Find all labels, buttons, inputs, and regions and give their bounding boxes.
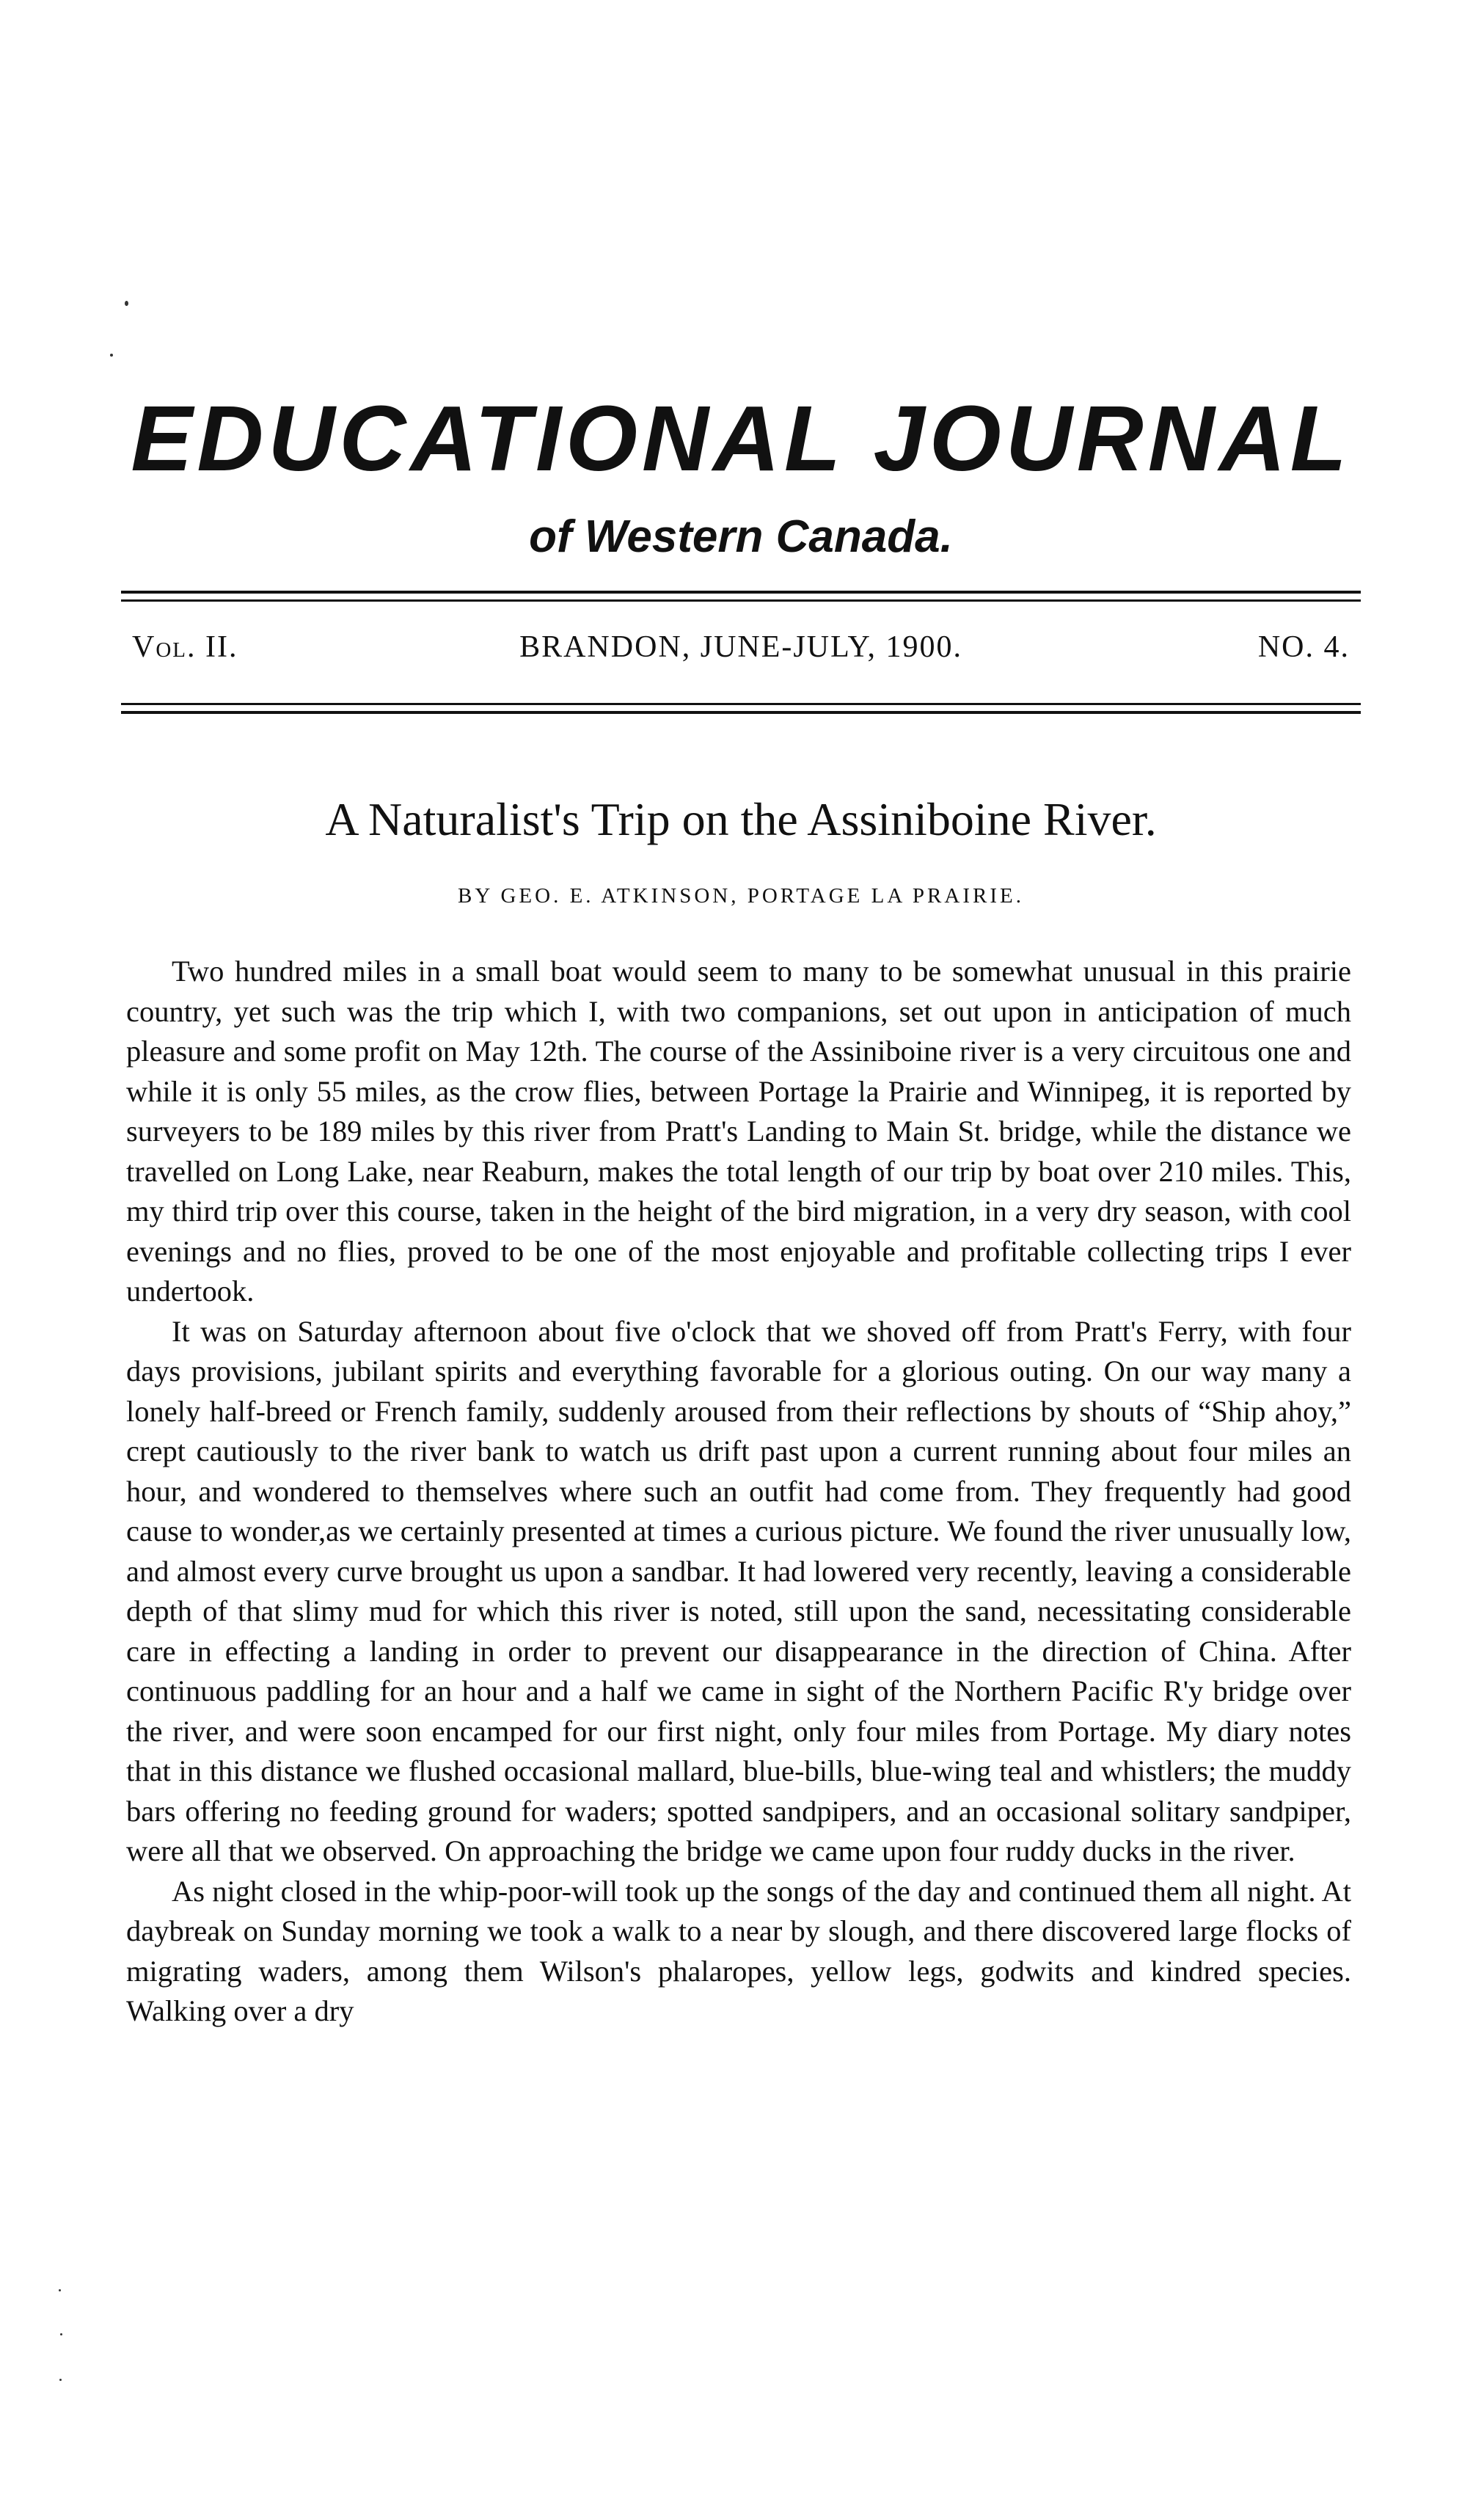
bottom-double-rule	[121, 703, 1361, 720]
volume-label: Vol. II.	[132, 630, 238, 664]
place-date: BRANDON, JUNE-JULY, 1900.	[519, 630, 962, 664]
issue-number: NO. 4.	[1257, 630, 1350, 664]
article-title: A Naturalist's Trip on the Assiniboine River.	[325, 793, 1157, 845]
paragraph: Two hundred miles in a small boat would seem to many to be somewhat unusual in this prairie country, yet such was the trip which I, with two companions, set out upon in anticipation of much pleasure and some profit on May 12th. The course of the Assiniboine river is a very circuitous one and while it is only 55 miles, as the crow flies, between Portage la Prairie and Winnipeg, it is reported by surveyers to be 189 miles by this river from Pratt's Landing to Main St. bridge, while the distance we travelled on Long Lake, near Reaburn, makes the total length of our trip by boat over 210 miles. This, my third trip over this course, taken in the height of the bird migration, in a very dry season, with cool evenings and no flies, proved to be one of the most enjoyable and profitable collecting trips I ever undertook.	[126, 955, 1351, 1307]
article-byline: BY GEO. E. ATKINSON, PORTAGE LA PRAIRIE.	[458, 884, 1024, 908]
top-double-rule	[121, 591, 1361, 608]
rule-line	[121, 591, 1361, 594]
masthead	[117, 387, 1364, 562]
paragraph: As night closed in the whip-poor-will took up the songs of the day and continued them all night. At daybreak on Sunday morning we took a walk to a near by slough, and there discovered large flocks of migrating waders, among them Wilson's phalaropes, yellow legs, godwits and kindred species. Walking over a dry	[126, 1874, 1351, 2027]
rule-line	[121, 711, 1361, 714]
margin-specks	[57, 2289, 65, 2385]
journal-subtitle: of Western Canada.	[529, 511, 953, 562]
issue-line	[132, 630, 1350, 674]
rule-line	[121, 703, 1361, 705]
rule-line	[121, 599, 1361, 602]
journal-title: EDUCATIONAL JOURNAL	[131, 387, 1351, 490]
print-specks	[110, 301, 132, 367]
article-body	[126, 952, 1351, 2032]
paragraph: It was on Saturday afternoon about five o'clock that we shoved off from Pratt's Ferry, with four days provisions, jubilant spirits and everything favorable for a glorious outing. On our way many a lonely half-breed or French family, suddenly aroused from their reflections by shouts of “Ship ahoy,” crept cautiously to the river bank to watch us drift past upon a current running about four miles an hour, and wondered to themselves where such an outfit had come from. They frequently had good cause to wonder,as we certainly presented at times a curious picture. We found the river unusually low, and almost every curve brought us upon a sandbar. It had lowered very recently, leaving a considerable depth of that slimy mud for which this river is noted, still upon the sand, necessitating considerable care in effecting a landing in order to prevent our disappearance in the direction of China. After continuous paddling for an hour and a half we came in sight of the Northern Pacific R'y bridge over the river, and were soon encamped for our first night, only four miles from Portage. My diary notes that in this distance we flushed occasional mallard, blue-bills, blue-wing teal and whistlers; the muddy bars offering no feeding ground for waders; spotted sandpipers, and an occasional solitary sandpiper, were all that we observed. On approaching the bridge we came upon four ruddy ducks in the river.	[126, 1314, 1351, 1867]
